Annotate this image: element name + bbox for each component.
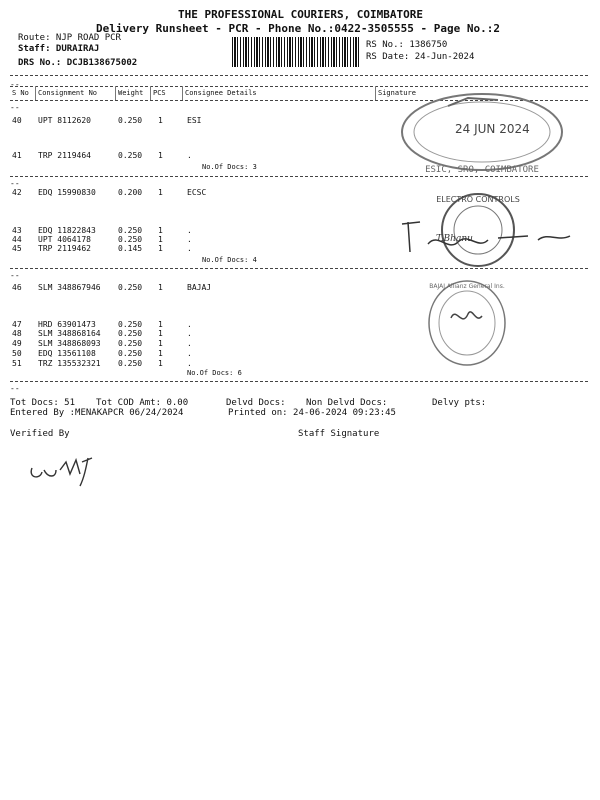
- divider: [10, 381, 588, 382]
- cell-sno: 50: [12, 349, 22, 358]
- cell-weight: 0.250: [118, 151, 143, 160]
- cell-weight: 0.145: [118, 244, 143, 253]
- cell-consignee: .: [187, 339, 192, 348]
- consignee-signature-2: T.Bhanu: [436, 234, 473, 244]
- divider: [10, 75, 588, 76]
- cell-consignee: .: [187, 320, 192, 329]
- cell-weight: 0.250: [118, 116, 143, 125]
- cell-pcs: 1: [158, 188, 163, 197]
- col-consignee: Consignee Details: [185, 89, 257, 97]
- cell-consignment: SLM 348867946: [38, 283, 101, 292]
- cell-consignment: UPT 4064178: [38, 235, 91, 244]
- dash-marker: --: [10, 384, 20, 393]
- cell-weight: 0.250: [118, 339, 143, 348]
- route-label: Route: NJP ROAD PCR: [18, 33, 121, 43]
- staff-label: Staff: DURAIRAJ: [18, 44, 100, 54]
- column-separator: [375, 86, 376, 100]
- cell-consignment: TRP 2119464: [38, 151, 91, 160]
- verified-by-label: Verified By: [10, 429, 70, 439]
- runsheet-title: Delivery Runsheet - PCR - Phone No.:0422-3505555 - Page No.:2: [96, 22, 500, 35]
- verifier-signature: [26, 448, 106, 488]
- col-pcs: PCS: [153, 89, 166, 97]
- cell-pcs: 1: [158, 349, 163, 358]
- drs-number: DRS No.: DCJB138675002: [18, 58, 138, 68]
- cell-sno: 51: [12, 359, 22, 368]
- divider: [10, 86, 588, 87]
- verifier-signature-text: Ramy: [26, 448, 29, 449]
- cell-pcs: 1: [158, 235, 163, 244]
- electro-controls-stamp: [398, 192, 578, 272]
- cell-pcs: 1: [158, 329, 163, 338]
- cell-pcs: 1: [158, 283, 163, 292]
- cell-pcs: 1: [158, 339, 163, 348]
- cell-consignee: .: [187, 151, 192, 160]
- cell-weight: 0.250: [118, 349, 143, 358]
- cell-consignment: UPT 8112620: [38, 116, 91, 125]
- esic-stamp-text: ESIC, SRO, COIMBATORE: [425, 165, 539, 175]
- cell-consignee: .: [187, 235, 192, 244]
- cell-sno: 45: [12, 244, 22, 253]
- cell-pcs: 1: [158, 116, 163, 125]
- cell-consignee: BAJAJ: [187, 283, 212, 292]
- bajaj-stamp: [426, 278, 508, 368]
- cell-consignee: ESI: [187, 116, 202, 125]
- cell-weight: 0.200: [118, 188, 143, 197]
- total-docs: Tot Docs: 51: [10, 398, 76, 408]
- column-separator: [35, 86, 36, 100]
- cell-sno: 44: [12, 235, 22, 244]
- cell-consignment: TRP 2119462: [38, 244, 91, 253]
- cell-weight: 0.250: [118, 226, 143, 235]
- cell-consignee: ECSC: [187, 188, 207, 197]
- cell-sno: 46: [12, 283, 22, 292]
- cell-consignee: .: [187, 244, 192, 253]
- printed-on: Printed on: 24-06-2024 09:23:45: [228, 408, 396, 418]
- col-sno: S No: [12, 89, 29, 97]
- cell-consignee: .: [187, 349, 192, 358]
- cell-sno: 49: [12, 339, 22, 348]
- cell-sno: 40: [12, 116, 22, 125]
- cell-consignment: EDQ 13561108: [38, 349, 96, 358]
- cell-weight: 0.250: [118, 283, 143, 292]
- delivery-points: Delvy pts:: [432, 398, 487, 408]
- dash-marker: --: [10, 179, 20, 188]
- cell-consignment: SLM 348868093: [38, 339, 101, 348]
- electro-stamp-text: ELECTRO CONTROLS: [436, 195, 520, 204]
- delivered-docs: Delvd Docs:: [226, 398, 286, 408]
- column-separator: [182, 86, 183, 100]
- docs-count: No.Of Docs: 6: [187, 369, 242, 377]
- cell-sno: 48: [12, 329, 22, 338]
- docs-count: No.Of Docs: 3: [202, 163, 257, 171]
- dash-marker: --: [10, 80, 20, 89]
- dash-marker: --: [10, 271, 20, 280]
- cell-sno: 41: [12, 151, 22, 160]
- cell-pcs: 1: [158, 226, 163, 235]
- cell-sno: 42: [12, 188, 22, 197]
- non-delivered-docs: Non Delvd Docs:: [306, 398, 388, 408]
- cell-consignment: EDQ 11822843: [38, 226, 96, 235]
- cell-consignee: .: [187, 329, 192, 338]
- cell-sno: 43: [12, 226, 22, 235]
- dash-marker: --: [10, 103, 20, 112]
- col-signature: Signature: [378, 89, 416, 97]
- stamp-date: 24 JUN 2024: [455, 122, 530, 136]
- cell-consignment: HRD 63901473: [38, 320, 96, 329]
- entered-by: Entered By :MENAKAPCR 06/24/2024: [10, 408, 184, 418]
- barcode: [232, 37, 360, 67]
- cell-weight: 0.250: [118, 329, 143, 338]
- cell-pcs: 1: [158, 151, 163, 160]
- cell-weight: 0.250: [118, 320, 143, 329]
- cell-pcs: 1: [158, 244, 163, 253]
- cell-weight: 0.250: [118, 235, 143, 244]
- cell-consignee: .: [187, 226, 192, 235]
- cell-consignment: SLM 348868164: [38, 329, 101, 338]
- total-cod: Tot COD Amt: 0.00: [96, 398, 189, 408]
- cell-weight: 0.250: [118, 359, 143, 368]
- col-weight: Weight: [118, 89, 144, 97]
- cell-sno: 47: [12, 320, 22, 329]
- cell-pcs: 1: [158, 359, 163, 368]
- divider: [10, 176, 588, 177]
- cell-consignment: EDQ 15990830: [38, 188, 96, 197]
- staff-signature-label: Staff Signature: [298, 429, 380, 439]
- column-separator: [150, 86, 151, 100]
- docs-count: No.Of Docs: 4: [202, 256, 257, 264]
- company-name: THE PROFESSIONAL COURIERS, COIMBATORE: [178, 8, 424, 21]
- bajaj-stamp-text: BAJAJ Allianz General Ins.: [429, 283, 505, 290]
- col-consignment: Consignment No: [38, 89, 98, 97]
- column-separator: [115, 86, 116, 100]
- cell-consignment: TRZ 135532321: [38, 359, 101, 368]
- cell-pcs: 1: [158, 320, 163, 329]
- rs-date: RS Date: 24-Jun-2024: [366, 52, 475, 62]
- cell-consignee: .: [187, 359, 192, 368]
- rs-number: RS No.: 1386750: [366, 40, 448, 50]
